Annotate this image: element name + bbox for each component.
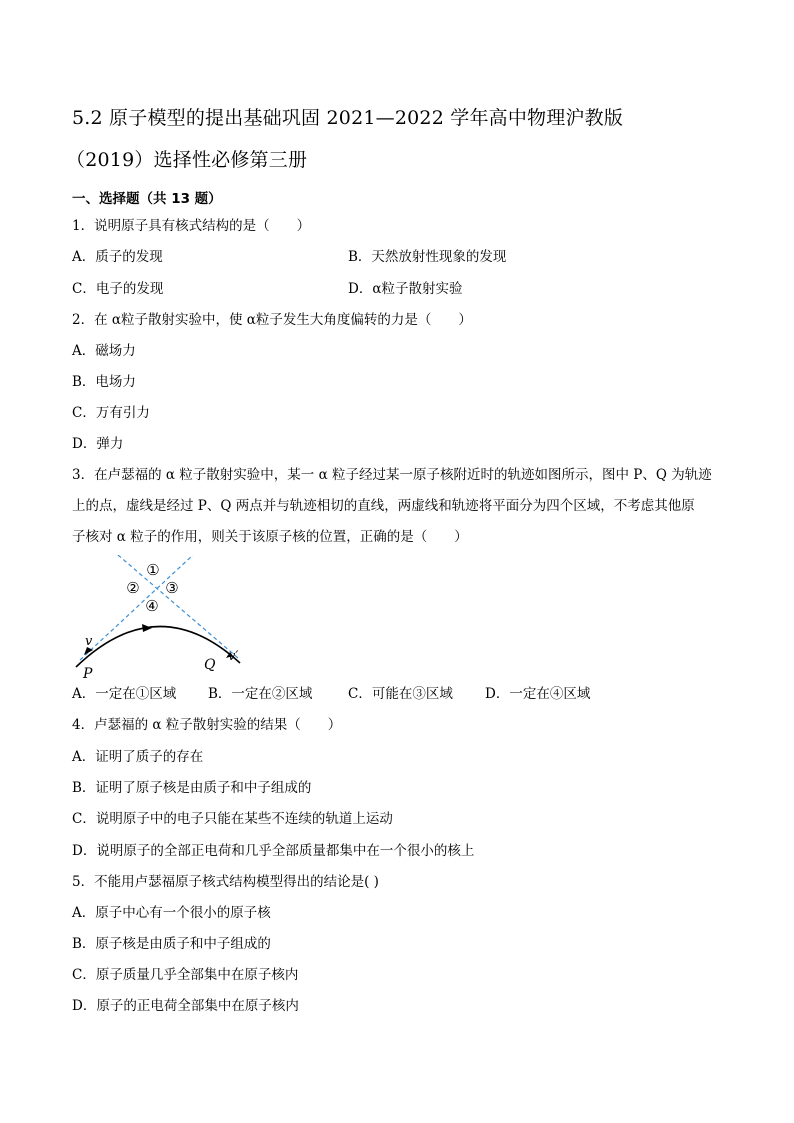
question-1-option-d: D．α粒子散射实验 xyxy=(348,281,463,297)
question-4-option-a: A．证明了质子的存在 xyxy=(72,749,204,765)
section-heading: 一、选择题（共 13 题） xyxy=(72,191,222,207)
question-3-option-b: B．一定在②区域 xyxy=(208,686,313,702)
document-title-line-1: 5.2 原子模型的提出基础巩固 2021—2022 学年高中物理沪教版 xyxy=(72,107,624,129)
velocity-v-label: v xyxy=(85,634,93,649)
question-5-option-a: A．原子中心有一个很小的原子核 xyxy=(72,905,271,921)
question-4-option-d: D．说明原子的全部正电荷和几乎全部质量都集中在一个很小的核上 xyxy=(72,843,475,859)
question-1-option-a: A．质子的发现 xyxy=(72,249,163,265)
question-2-stem: 2．在 α粒子散射实验中，使 α粒子发生大角度偏转的力是（ ） xyxy=(72,312,472,328)
trajectory-direction-arrow xyxy=(142,624,152,632)
question-3-stem-line-3: 子核对 α 粒子的作用，则关于该原子核的位置，正确的是（ ） xyxy=(72,529,468,545)
region-2-label: ② xyxy=(126,579,140,597)
question-3-stem-line-2: 上的点，虚线是经过 P、Q 两点并与轨迹相切的直线，两虚线和轨迹将平面分为四个区域，不考虑其他原 xyxy=(72,498,695,514)
question-4-option-b: B．证明了原子核是由质子和中子组成的 xyxy=(72,780,312,796)
question-3-option-d: D．一定在④区域 xyxy=(485,686,591,702)
question-2-option-d: D．弹力 xyxy=(72,436,124,452)
question-5-option-d: D．原子的正电荷全部集中在原子核内 xyxy=(72,998,299,1014)
question-3-stem-line-1: 3．在卢瑟福的 α 粒子散射实验中，某一 α 粒子经过某一原子核附近时的轨迹如图所示，图中 P、Q 为轨迹 xyxy=(72,467,712,483)
question-5-option-b: B．原子核是由质子和中子组成的 xyxy=(72,936,271,952)
question-1-option-b: B．天然放射性现象的发现 xyxy=(348,249,507,265)
point-q-label: Q xyxy=(204,657,216,673)
question-1-option-c: C．电子的发现 xyxy=(72,281,164,297)
question-3-option-c: C．可能在③区域 xyxy=(348,686,453,702)
tangent-line-at-q xyxy=(118,555,238,658)
question-4-stem: 4．卢瑟福的 α 粒子散射实验的结果（ ） xyxy=(72,717,342,733)
point-p-label: P xyxy=(83,666,93,680)
question-1-stem: 1．说明原子具有核式结构的是（ ） xyxy=(72,218,311,234)
question-2-option-a: A．磁场力 xyxy=(72,343,136,359)
alpha-trajectory-diagram xyxy=(68,555,268,680)
region-3-label: ③ xyxy=(165,579,179,597)
question-5-option-c: C．原子质量几乎全部集中在原子核内 xyxy=(72,967,299,983)
question-3-option-a: A．一定在①区域 xyxy=(72,686,177,702)
velocity-v-prime-label: v′ xyxy=(228,649,239,664)
region-1-label: ① xyxy=(146,561,160,579)
question-2-option-c: C．万有引力 xyxy=(72,405,150,421)
question-4-option-c: C．说明原子中的电子只能在某些不连续的轨道上运动 xyxy=(72,811,393,827)
question-2-option-b: B．电场力 xyxy=(72,374,136,390)
document-title-line-2: （2019）选择性必修第三册 xyxy=(66,149,308,171)
region-4-label: ④ xyxy=(145,597,159,615)
question-5-stem: 5．不能用卢瑟福原子核式结构模型得出的结论是( ) xyxy=(72,874,379,890)
